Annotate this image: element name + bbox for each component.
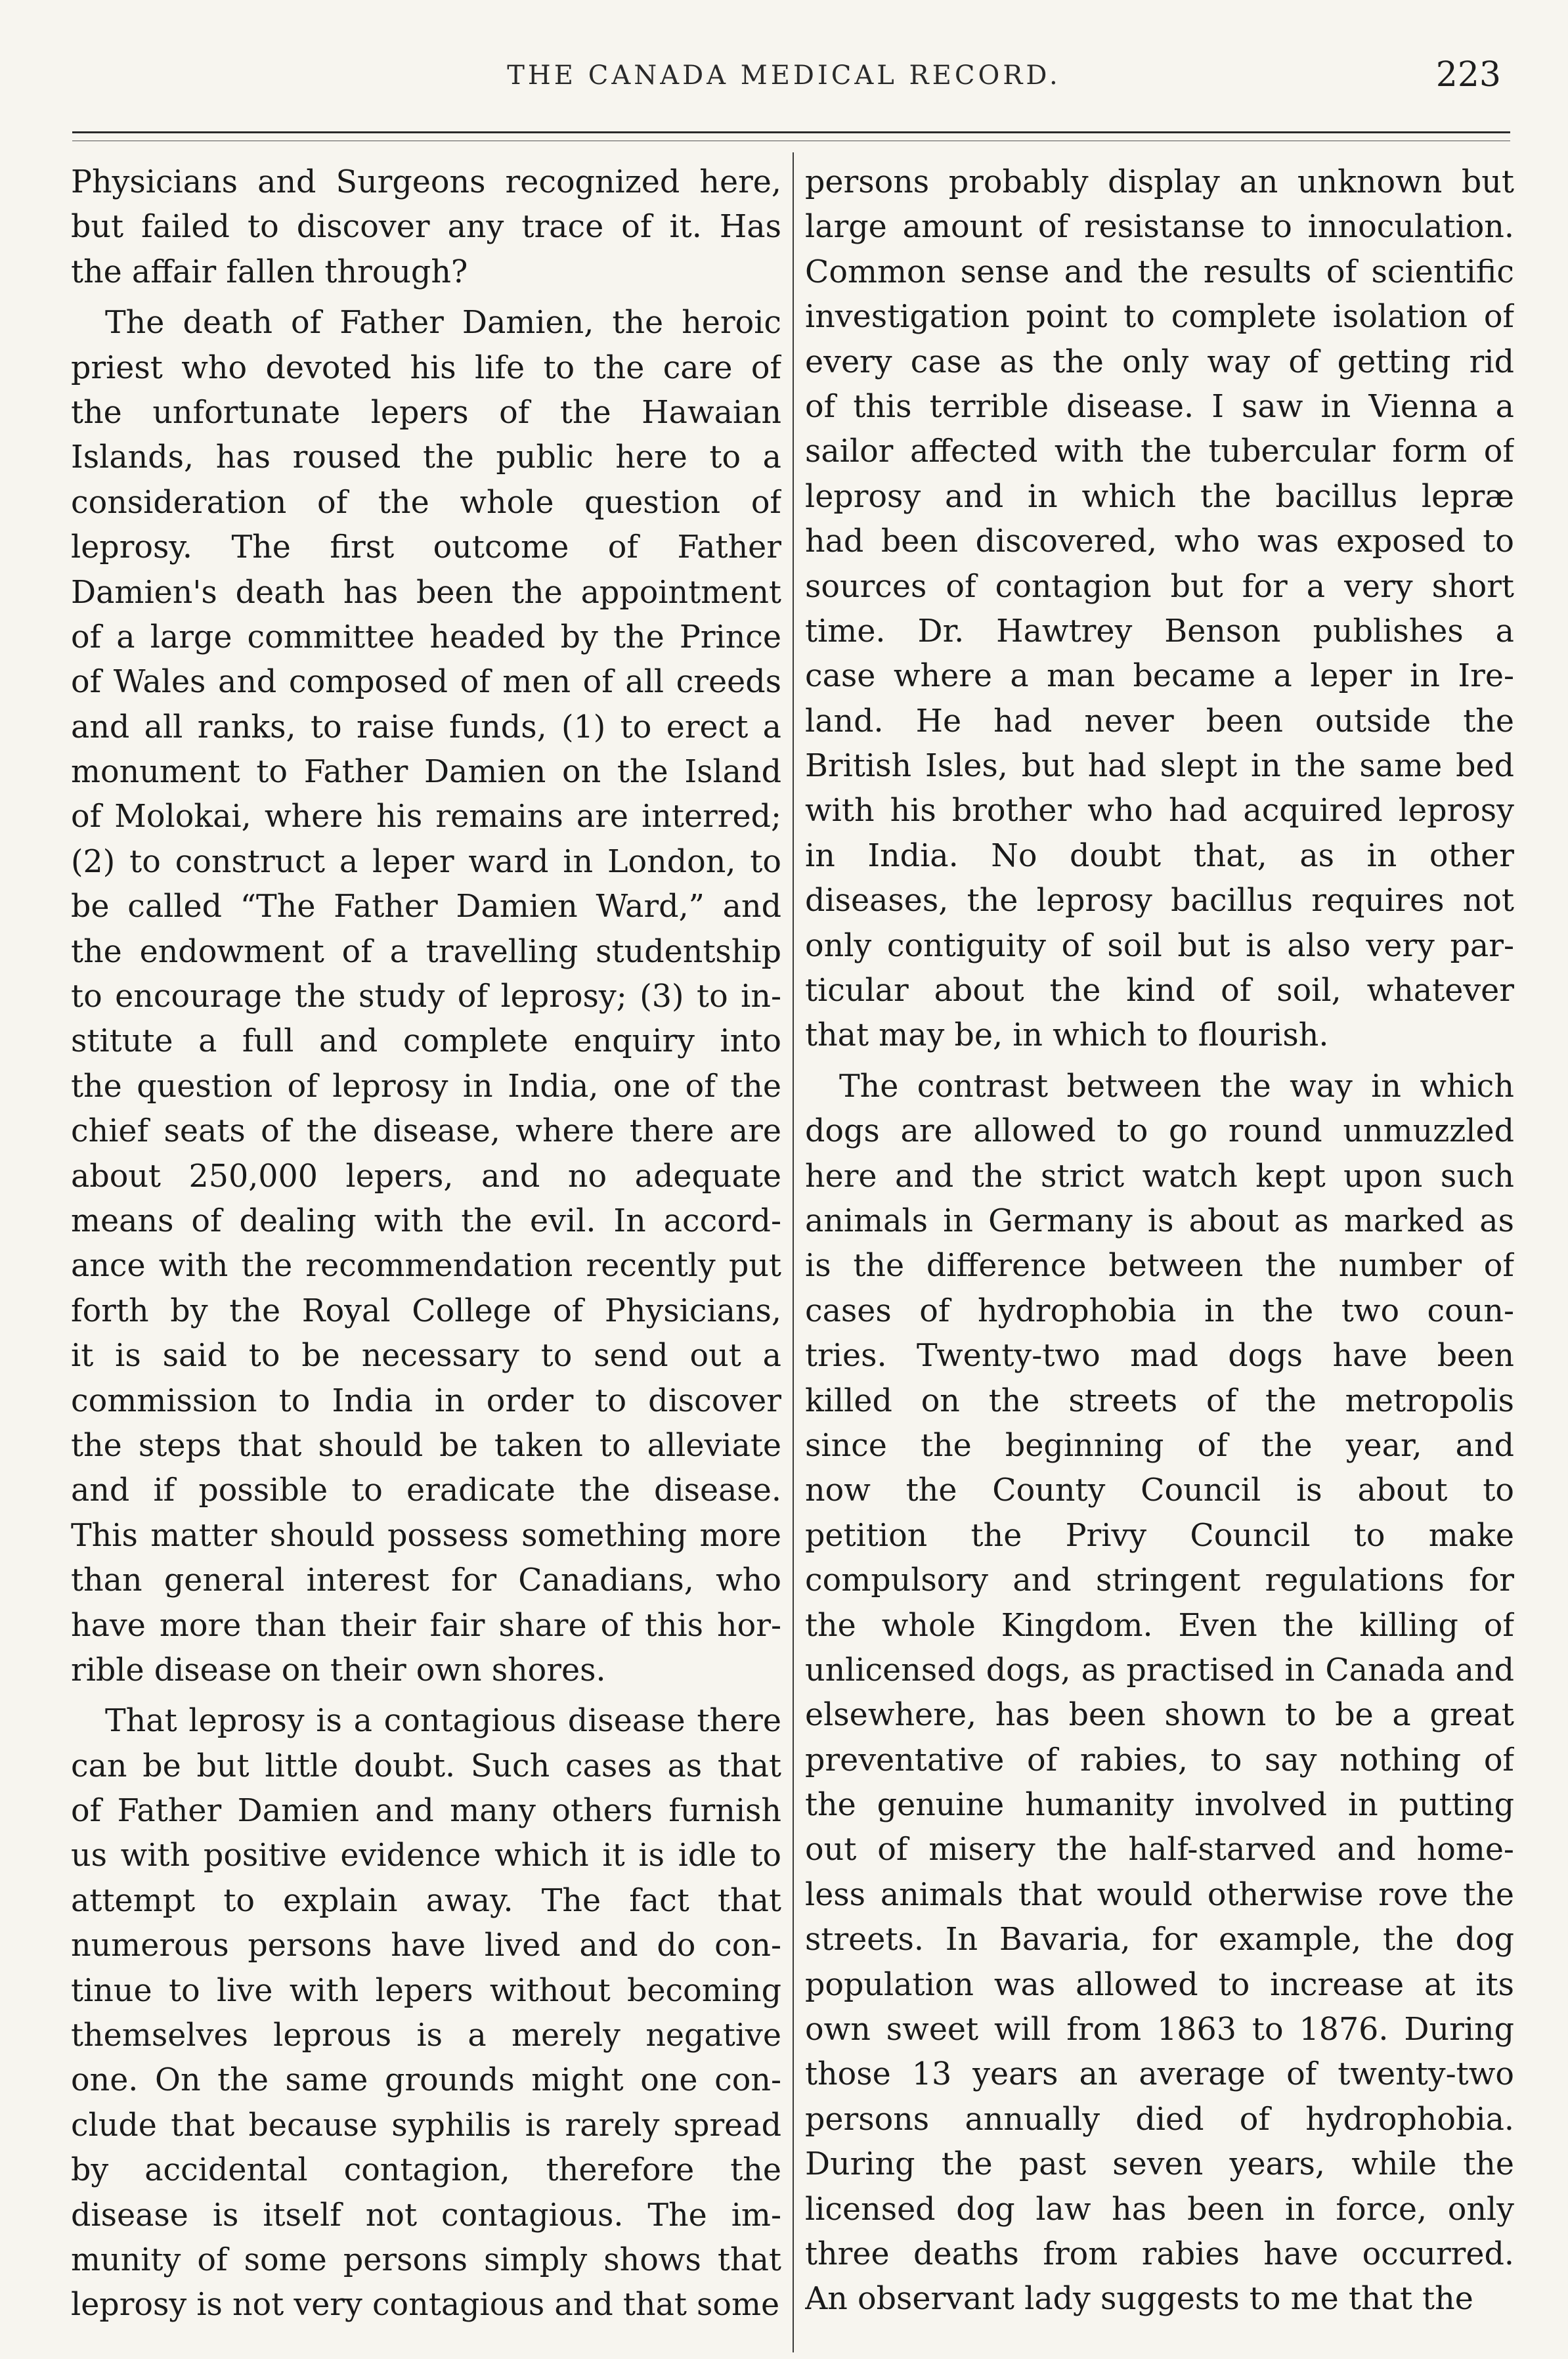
text-line: to encourage the study of leprosy; (3) to in- [71,979,781,1015]
text-line: animals in Germany is about as marked as [805,1202,1514,1239]
text-line: Common sense and the results of scientific [805,254,1514,290]
text-line: chief seats of the disease, where there are [71,1113,781,1150]
text-line: that may be, in which to flourish. [805,1017,1329,1054]
text-line: persons probably display an unknown but [805,164,1514,200]
page-header [0,0,1568,131]
paragraph [805,1065,1514,2322]
text-line: investigation point to complete isolation of [805,299,1514,336]
text-line: During the past seven years, while the [805,2146,1514,2183]
text-line: it is said to be necessary to send out a [71,1338,781,1375]
text-line: by accidental contagion, therefore the [71,2152,781,2189]
text-line: consideration of the whole question of [71,484,781,521]
text-line: here and the strict watch kept upon such [805,1158,1514,1195]
page-number: 223 [1435,55,1501,95]
text-line: streets. In Bavaria, for example, the dog [805,1922,1514,1958]
text-line: but failed to discover any trace of it. Has [71,209,781,246]
text-line: leprosy and in which the bacillus lepræ [805,478,1514,515]
text-line: clude that because syphilis is rarely spread [71,2107,781,2144]
text-line: those 13 years an average of twenty-two [805,2056,1514,2093]
text-line: This matter should possess something more [71,1517,781,1554]
text-line: preventative of rabies, to say nothing of [805,1742,1514,1778]
text-line: leprosy. The first outcome of Father [71,529,781,566]
text-line: can be but little doubt. Such cases as that [71,1748,781,1784]
text-line: priest who devoted his life to the care of [71,349,781,386]
text-line: (2) to construct a leper ward in London, to [71,843,781,880]
text-line: time. Dr. Hawtrey Benson publishes a [805,613,1514,650]
paragraph [71,301,781,1693]
text-line: Damien's death has been the appointment [71,574,781,611]
text-line: have more than their fair share of this hor- [71,1607,781,1644]
text-line: now the County Council is about to [805,1472,1514,1509]
column-divider [793,152,794,2352]
text-line: of a large committee headed by the Prince [71,619,781,655]
text-line: the question of leprosy in India, one of the [71,1068,781,1105]
text-line: one. On the same grounds might one con- [71,2062,781,2099]
text-line: is the difference between the number of [805,1248,1514,1285]
text-line: unlicensed dogs, as practised in Canada and [805,1652,1514,1688]
text-line: petition the Privy Council to make [805,1517,1514,1554]
text-line: of Father Damien and many others furnish [71,1793,781,1830]
text-line: Islands, has roused the public here to a [71,439,781,476]
text-line: land. He had never been outside the [805,703,1514,739]
text-line: elsewhere, has been shown to be a great [805,1697,1514,1734]
text-line: compulsory and stringent regulations for [805,1562,1514,1599]
running-title: THE CANADA MEDICAL RECORD. [507,60,1061,91]
text-line: numerous persons have lived and do con- [71,1928,781,1964]
text-line: and if possible to eradicate the disease. [71,1472,781,1509]
text-line: sailor affected with the tubercular form of [805,433,1514,470]
text-line: and all ranks, to raise funds, (1) to erect a [71,709,781,745]
text-line: means of dealing with the evil. In accord- [71,1202,781,1239]
text-line: less animals that would otherwise rove the [805,1876,1514,1913]
text-line: forth by the Royal College of Physicians, [71,1292,781,1329]
text-line: the whole Kingdom. Even the killing of [805,1607,1514,1644]
text-line: munity of some persons simply shows that [71,2241,781,2278]
text-line: persons annually died of hydrophobia. [805,2101,1514,2138]
text-line: only contiguity of soil but is also very par- [805,927,1514,964]
text-line: the unfortunate lepers of the Hawaian [71,394,781,431]
text-line: of Molokai, where his remains are interred; [71,799,781,835]
text-line: us with positive evidence which it is idle to [71,1838,781,1874]
text-line: commission to India in order to discover [71,1382,781,1419]
text-line: in India. No doubt that, as in other [805,837,1514,874]
left-column [71,160,781,2334]
text-line: The contrast between the way in which [839,1068,1514,1105]
text-line: themselves leprous is a merely negative [71,2017,781,2054]
text-line: own sweet will from 1863 to 1876. During [805,2012,1514,2048]
text-line: three deaths from rabies have occurred. [805,2236,1514,2272]
text-line: be called “The Father Damien Ward,” and [71,889,781,925]
text-line: monument to Father Damien on the Island [71,754,781,791]
header-rule [72,131,1510,133]
paragraph [71,1699,781,2327]
text-line: the endowment of a travelling studentship [71,933,781,970]
text-line: ticular about the kind of soil, whatever [805,973,1514,1009]
paragraph [71,160,781,295]
text-line: cases of hydrophobia in the two coun- [805,1292,1514,1329]
text-line: every case as the only way of getting rid [805,343,1514,380]
text-line: disease is itself not contagious. The im- [71,2197,781,2234]
text-line: out of misery the half-starved and home- [805,1832,1514,1868]
text-line: stitute a full and complete enquiry into [71,1023,781,1060]
text-line: the affair fallen through? [71,254,468,290]
paragraph [805,160,1514,1059]
text-line: had been discovered, who was exposed to [805,523,1514,560]
text-line: population was allowed to increase at its [805,1966,1514,2003]
text-line: tries. Twenty-two mad dogs have been [805,1338,1514,1375]
text-line: British Isles, but had slept in the same bed [805,748,1514,785]
text-line: case where a man became a leper in Ire- [805,658,1514,695]
text-line: licensed dog law has been in force, only [805,2191,1514,2228]
text-line: tinue to live with lepers without becoming [71,1972,781,2009]
text-line: Physicians and Surgeons recognized here, [71,164,781,200]
text-line: the steps that should be taken to alleviate [71,1427,781,1464]
text-line: the genuine humanity involved in putting [805,1787,1514,1824]
text-line: since the beginning of the year, and [805,1427,1514,1464]
text-line: An observant lady suggests to me that the [805,2281,1473,2318]
text-line: of Wales and composed of men of all creeds [71,664,781,701]
text-line: The death of Father Damien, the heroic [105,305,781,342]
text-line: about 250,000 lepers, and no adequate [71,1158,781,1195]
text-line: leprosy is not very contagious and that some [71,2287,780,2324]
text-line: dogs are allowed to go round unmuzzled [805,1113,1514,1150]
text-line: attempt to explain away. The fact that [71,1882,781,1919]
text-line: of this terrible disease. I saw in Vienna a [805,388,1514,425]
text-line: large amount of resistanse to innoculation. [805,209,1514,246]
text-line: with his brother who had acquired leprosy [805,793,1514,829]
text-line: than general interest for Canadians, who [71,1562,781,1599]
text-line: That leprosy is a contagious disease there [105,1703,781,1740]
text-line: ance with the recommendation recently put [71,1248,781,1285]
text-line: rible disease on their own shores. [71,1652,606,1688]
text-line: diseases, the leprosy bacillus requires not [805,883,1514,919]
text-line: sources of contagion but for a very short [805,568,1514,605]
text-line: killed on the streets of the metropolis [805,1382,1514,1419]
right-column [805,160,1514,2328]
